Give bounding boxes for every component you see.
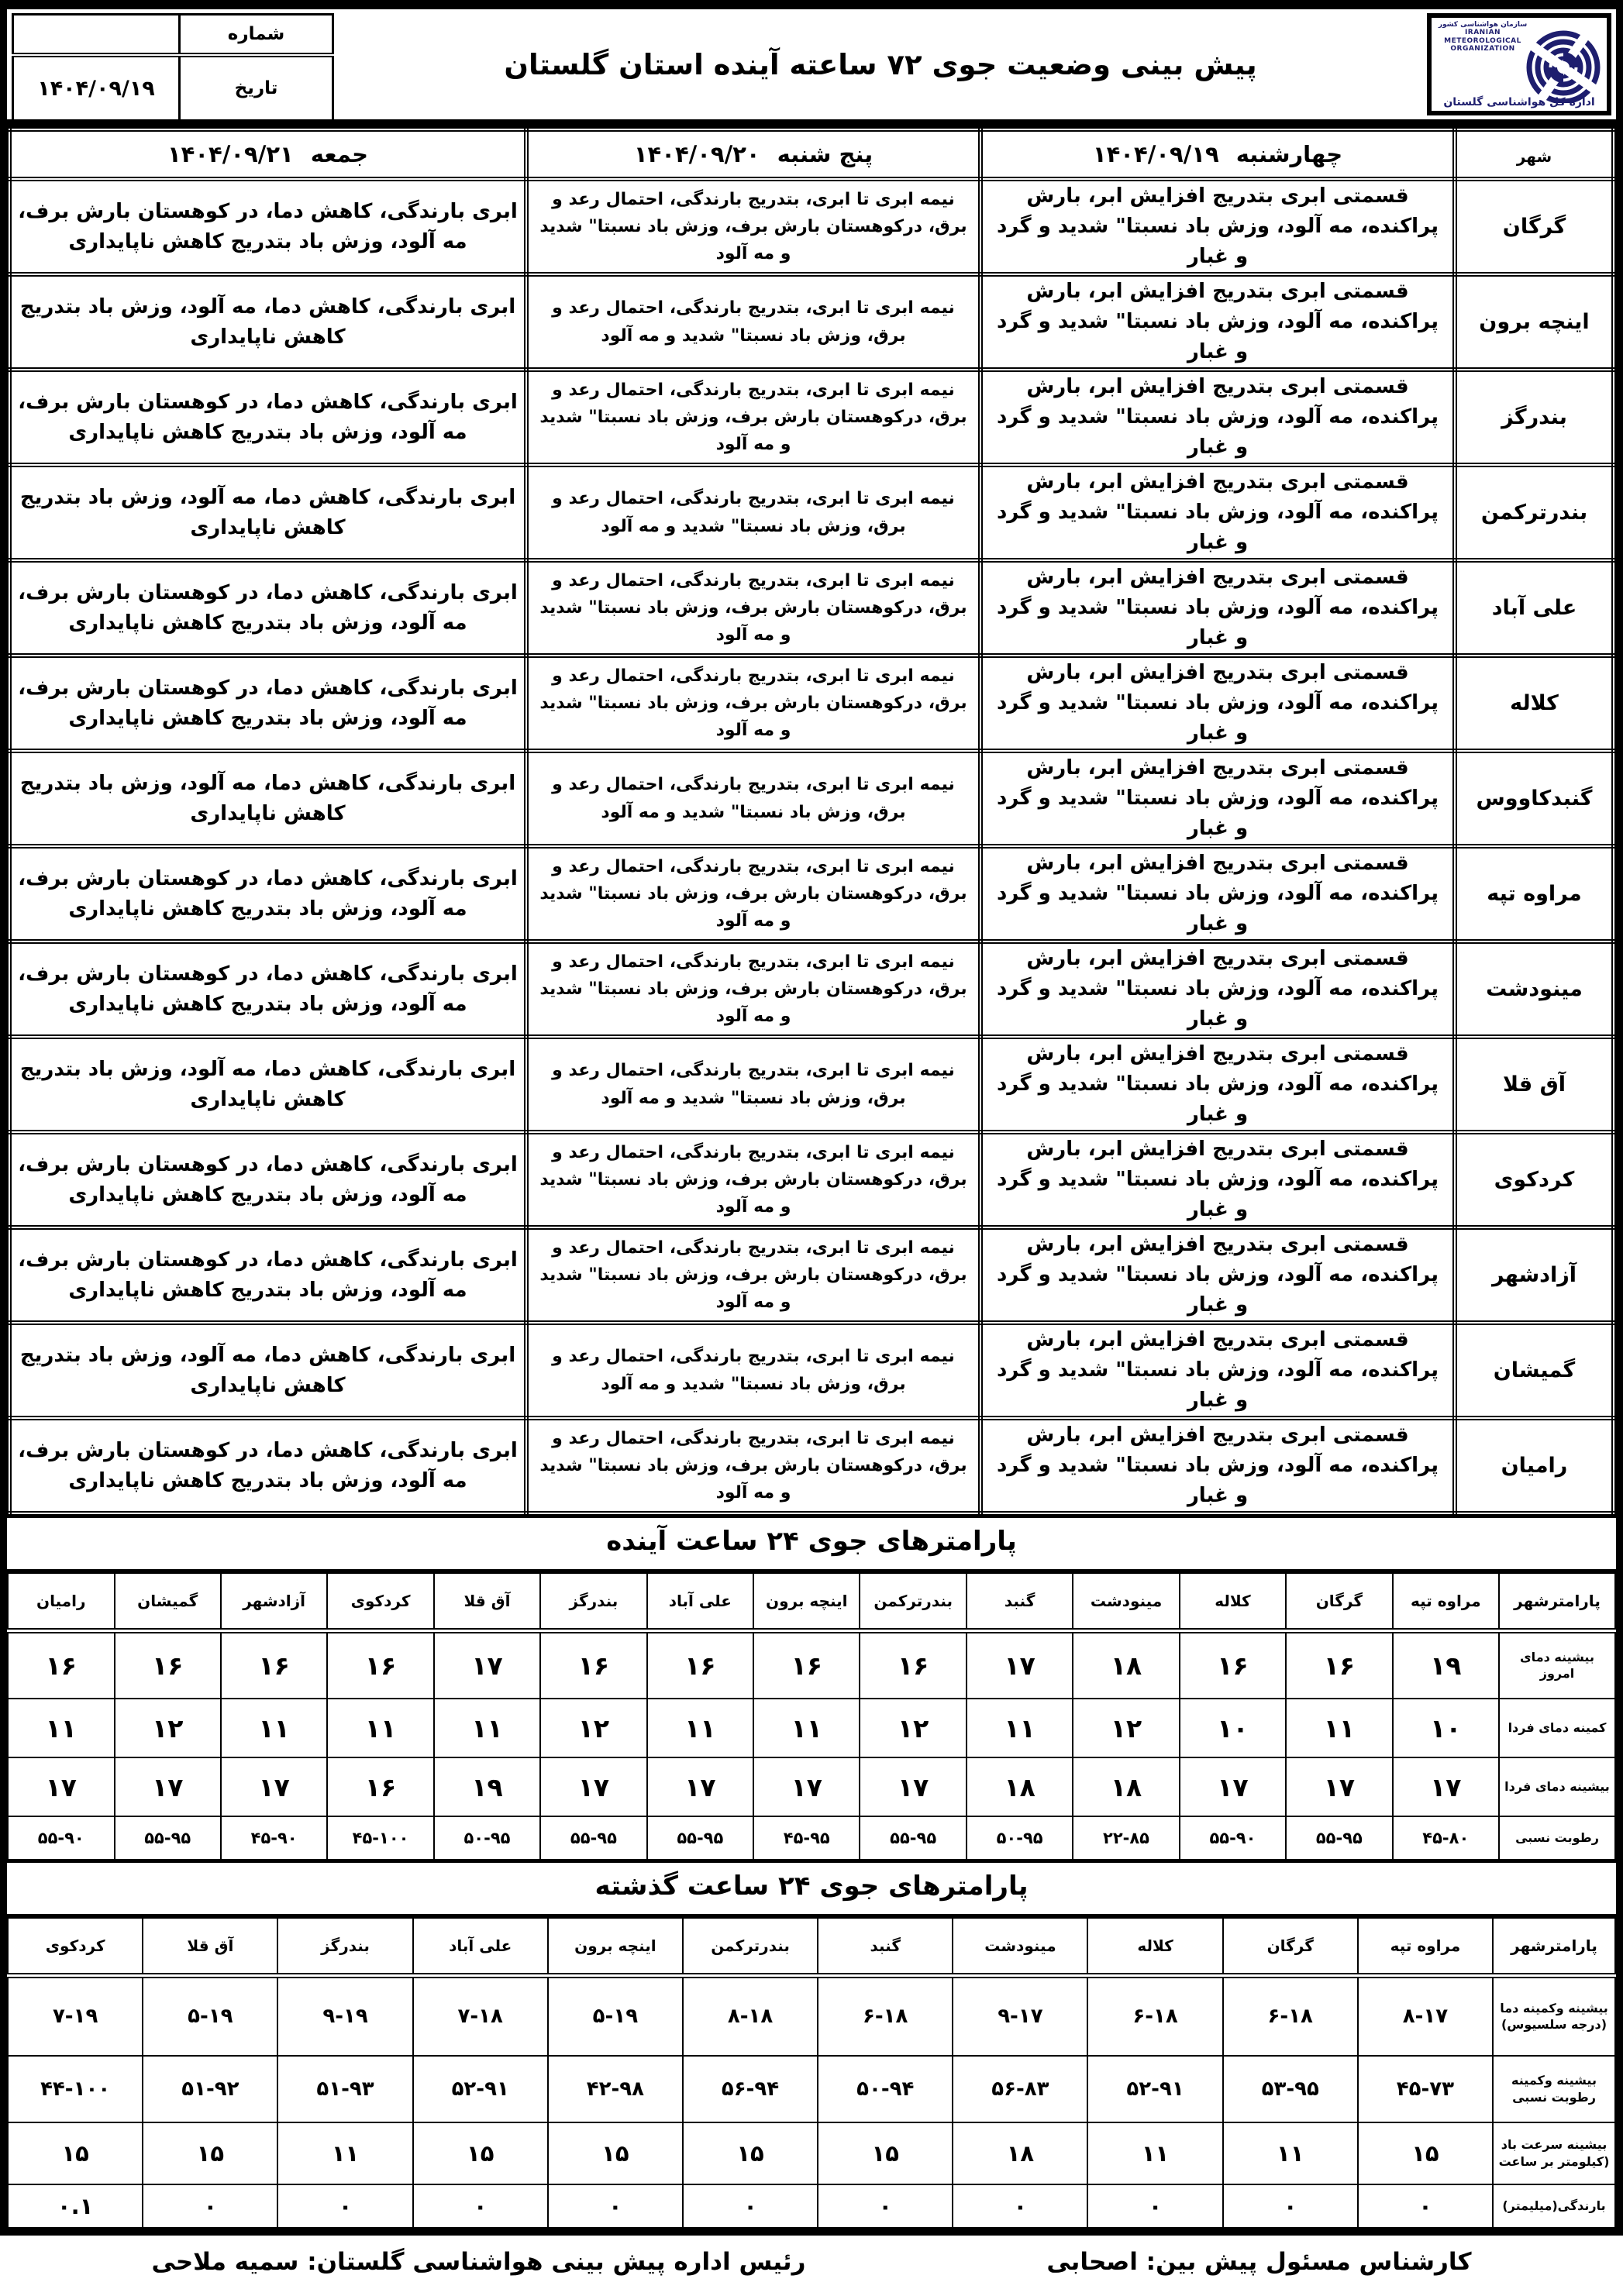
date-value: ۱۴۰۴/۰۹/۱۹ (13, 55, 180, 122)
params-value-cell: ۱۹ (434, 1757, 540, 1816)
forecaster-signature: کارشناس مسئول پیش بین: اصحابی (1046, 2248, 1472, 2276)
forecast-thursday-cell: نیمه ابری تا ابری، بتدریج بارندگی، احتمال رعد و برق، وزش باد نسبتا" شدید و مه آلود (526, 465, 980, 560)
params-value-cell: ۱۷ (647, 1757, 753, 1816)
params-value-cell: ۴۲-۹۸ (548, 2056, 683, 2122)
day-header-wednesday (980, 129, 1455, 179)
params-value-cell: ۱۸ (1073, 1630, 1179, 1699)
params-value-cell: ۴۴-۱۰۰ (8, 2056, 143, 2122)
params-city-header: بندرترکمن (683, 1918, 818, 1975)
params-city-header: بندرگز (277, 1918, 412, 1975)
params-value-cell: ۴۵-۹۰ (221, 1816, 327, 1860)
forecast-friday-cell: ابری بارندگی، کاهش دما، در کوهستان بارش برف، مه آلود، وزش باد بتدریج کاهش ناپایداری (9, 1227, 526, 1323)
params-value-cell: ۰ (1087, 2184, 1222, 2228)
forecast-thursday-cell: نیمه ابری تا ابری، بتدریج بارندگی، احتمال رعد و برق، درکوهستان بارش برف، وزش باد نسبتا" شدید و مه آلود (526, 846, 980, 941)
forecast-thursday-cell: نیمه ابری تا ابری، بتدریج بارندگی، احتمال رعد و برق، وزش باد نسبتا" شدید و مه آلود (526, 751, 980, 846)
params-value-cell: ۱۸ (953, 2122, 1087, 2184)
params-city-header: گمیشان (115, 1573, 221, 1630)
params-value-cell: ۱۰ (1180, 1699, 1286, 1757)
forecast-thursday-cell: نیمه ابری تا ابری، بتدریج بارندگی، احتمال رعد و برق، وزش باد نسبتا" شدید و مه آلود (526, 274, 980, 370)
params-value-cell: ۱۷ (540, 1757, 646, 1816)
params-value-cell: ۱۷ (1393, 1757, 1499, 1816)
params-value-cell: ۱۵ (413, 2122, 548, 2184)
forecast-row (9, 465, 1614, 560)
forecast-friday-cell: ابری بارندگی، کاهش دما، مه آلود، وزش باد بتدریج کاهش ناپایداری (9, 751, 526, 846)
day-name: چهارشنبه (1235, 141, 1343, 167)
forecast-wednesday-cell: قسمتی ابری بتدریج افزایش ابر، بارش پراکنده، مه آلود، وزش باد نسبتا" شدید و گرد و غبار (980, 179, 1455, 274)
forecast-wednesday-cell: قسمتی ابری بتدریج افزایش ابر، بارش پراکنده، مه آلود، وزش باد نسبتا" شدید و گرد و غبار (980, 1323, 1455, 1418)
params-row-label: بیشینه دمای امروز (1499, 1630, 1615, 1699)
params-city-header: گنبد (967, 1573, 1073, 1630)
params-value-cell: ۱۲ (1073, 1699, 1179, 1757)
past-params-table (7, 1917, 1616, 2229)
params-row (8, 2122, 1615, 2184)
forecast-wednesday-cell: قسمتی ابری بتدریج افزایش ابر، بارش پراکنده، مه آلود، وزش باد نسبتا" شدید و گرد و غبار (980, 465, 1455, 560)
forecast-friday-cell: ابری بارندگی، کاهش دما، در کوهستان بارش برف، مه آلود، وزش باد بتدریج کاهش ناپایداری (9, 370, 526, 465)
forecast-wednesday-cell: قسمتی ابری بتدریج افزایش ابر، بارش پراکنده، مه آلود، وزش باد نسبتا" شدید و گرد و غبار (980, 846, 1455, 941)
params-value-cell: ۵۰-۹۴ (818, 2056, 953, 2122)
params-city-header: گرگان (1286, 1573, 1392, 1630)
logo-org-name-fa: سازمان هواشناسی کشور (1438, 21, 1528, 29)
forecast-city-cell: گنبدکاووس (1455, 751, 1614, 846)
params-row (8, 1757, 1615, 1816)
header (7, 9, 1616, 127)
forecast-row (9, 274, 1614, 370)
forecast-table (7, 127, 1616, 1516)
params-value-cell: ۰ (1223, 2184, 1358, 2228)
params-value-cell: ۵۶-۹۴ (683, 2056, 818, 2122)
params-value-cell: ۱۸ (1073, 1757, 1179, 1816)
office-head-signature: رئیس اداره پیش بینی هواشناسی گلستان: سمیه ملاحی (151, 2248, 806, 2276)
params-value-cell: ۱۷ (115, 1757, 221, 1816)
params-value-cell: ۴۵-۱۰۰ (327, 1816, 433, 1860)
forecast-wednesday-cell: قسمتی ابری بتدریج افزایش ابر، بارش پراکنده، مه آلود، وزش باد نسبتا" شدید و گرد و غبار (980, 1227, 1455, 1323)
forecast-thursday-cell: نیمه ابری تا ابری، بتدریج بارندگی، احتمال رعد و برق، درکوهستان بارش برف، وزش باد نسبتا" شدید و مه آلود (526, 656, 980, 751)
params-value-cell: ۱۵ (548, 2122, 683, 2184)
params-city-header: کردکوی (327, 1573, 433, 1630)
forecast-wednesday-cell: قسمتی ابری بتدریج افزایش ابر، بارش پراکنده، مه آلود، وزش باد نسبتا" شدید و گرد و غبار (980, 941, 1455, 1037)
params-value-cell: ۰ (143, 2184, 277, 2228)
params-value-cell: ۱۱ (221, 1699, 327, 1757)
forecast-friday-cell: ابری بارندگی، کاهش دما، در کوهستان بارش برف، مه آلود، وزش باد بتدریج کاهش ناپایداری (9, 560, 526, 656)
params-value-cell: ۵۶-۸۳ (953, 2056, 1087, 2122)
forecast-wednesday-cell: قسمتی ابری بتدریج افزایش ابر، بارش پراکنده، مه آلود، وزش باد نسبتا" شدید و گرد و غبار (980, 656, 1455, 751)
params-value-cell: ۷-۱۹ (8, 1975, 143, 2056)
params-value-cell: ۰.۱ (8, 2184, 143, 2228)
forecast-friday-cell: ابری بارندگی، کاهش دما، در کوهستان بارش برف، مه آلود، وزش باد بتدریج کاهش ناپایداری (9, 656, 526, 751)
params-city-header: بندرگز (540, 1573, 646, 1630)
day-name: پنج شنبه (777, 141, 874, 167)
date-label: تاریخ (180, 55, 333, 122)
params-value-cell: ۵۱-۹۲ (143, 2056, 277, 2122)
params-row-label: بیشینه وکمینه دما (درجه سلسیوس) (1493, 1975, 1615, 2056)
forecast-city-cell: رامیان (1455, 1418, 1614, 1513)
params-row (8, 2184, 1615, 2228)
params-value-cell: ۱۶ (1286, 1630, 1392, 1699)
forecast-thursday-cell: نیمه ابری تا ابری، بتدریج بارندگی، احتمال رعد و برق، درکوهستان بارش برف، وزش باد نسبتا" شدید و مه آلود (526, 941, 980, 1037)
params-city-header: کلاله (1087, 1918, 1222, 1975)
params-city-header: علی آباد (413, 1918, 548, 1975)
forecast-city-cell: کردکوی (1455, 1132, 1614, 1227)
forecast-city-cell: مینودشت (1455, 941, 1614, 1037)
forecast-row (9, 1418, 1614, 1513)
forecast-friday-cell: ابری بارندگی، کاهش دما، در کوهستان بارش برف، مه آلود، وزش باد بتدریج کاهش ناپایداری (9, 1418, 526, 1513)
params-row (8, 1975, 1615, 2056)
params-value-cell: ۵۵-۹۰ (8, 1816, 115, 1860)
params-value-cell: ۵۲-۹۱ (413, 2056, 548, 2122)
params-city-header: گنبد (818, 1918, 953, 1975)
params-value-cell: ۱۶ (8, 1630, 115, 1699)
meta-table (12, 13, 334, 122)
forecast-city-cell: بندرترکمن (1455, 465, 1614, 560)
params-value-cell: ۱۶ (860, 1630, 966, 1699)
params-row (8, 1630, 1615, 1699)
day-date: ۱۴۰۴/۰۹/۱۹ (1092, 141, 1219, 167)
params-value-cell: ۵۱-۹۳ (277, 2056, 412, 2122)
forecast-city-cell: آق قلا (1455, 1037, 1614, 1132)
params-value-cell: ۵-۱۹ (143, 1975, 277, 2056)
forecast-wednesday-cell: قسمتی ابری بتدریج افزایش ابر، بارش پراکنده، مه آلود، وزش باد نسبتا" شدید و گرد و غبار (980, 274, 1455, 370)
forecast-thursday-cell: نیمه ابری تا ابری، بتدریج بارندگی، احتمال رعد و برق، درکوهستان بارش برف، وزش باد نسبتا" شدید و مه آلود (526, 1227, 980, 1323)
forecast-row (9, 179, 1614, 274)
forecast-friday-cell: ابری بارندگی، کاهش دما، مه آلود، وزش باد بتدریج کاهش ناپایداری (9, 465, 526, 560)
params-city-header: کلاله (1180, 1573, 1286, 1630)
day-header-friday (9, 129, 526, 179)
params-value-cell: ۶-۱۸ (818, 1975, 953, 2056)
params-corner-header: پارامترشهر (1499, 1573, 1615, 1630)
forecast-thursday-cell: نیمه ابری تا ابری، بتدریج بارندگی، احتمال رعد و برق، وزش باد نسبتا" شدید و مه آلود (526, 1037, 980, 1132)
forecast-city-cell: گرگان (1455, 179, 1614, 274)
params-city-header: گرگان (1223, 1918, 1358, 1975)
forecast-wednesday-cell: قسمتی ابری بتدریج افزایش ابر، بارش پراکنده، مه آلود، وزش باد نسبتا" شدید و گرد و غبار (980, 751, 1455, 846)
params-value-cell: ۱۱ (434, 1699, 540, 1757)
city-column-header: شهر (1455, 129, 1614, 179)
forecast-city-cell: آزادشهر (1455, 1227, 1614, 1323)
logo-org-name-en-line2: METEOROLOGICAL (1444, 36, 1521, 45)
params-value-cell: ۵۵-۹۵ (540, 1816, 646, 1860)
params-value-cell: ۷-۱۸ (413, 1975, 548, 2056)
forecast-friday-cell: ابری بارندگی، کاهش دما، مه آلود، وزش باد بتدریج کاهش ناپایداری (9, 1323, 526, 1418)
params-value-cell: ۶-۱۸ (1223, 1975, 1358, 2056)
params-value-cell: ۰ (413, 2184, 548, 2228)
params-value-cell: ۰ (548, 2184, 683, 2228)
params-value-cell: ۱۶ (327, 1757, 433, 1816)
params-value-cell: ۱۱ (647, 1699, 753, 1757)
day-name: جمعه (310, 141, 369, 167)
params-value-cell: ۵۳-۹۵ (1223, 2056, 1358, 2122)
params-value-cell: ۱۱ (1087, 2122, 1222, 2184)
params-city-header: رامیان (8, 1573, 115, 1630)
params-value-cell: ۱۰ (1393, 1699, 1499, 1757)
params-value-cell: ۱۷ (753, 1757, 860, 1816)
params-value-cell: ۵-۱۹ (548, 1975, 683, 2056)
params-value-cell: ۵۵-۹۰ (1180, 1816, 1286, 1860)
forecast-row (9, 560, 1614, 656)
params-city-header: اینچه برون (548, 1918, 683, 1975)
params-value-cell: ۱۱ (8, 1699, 115, 1757)
params-corner-header: پارامترشهر (1493, 1918, 1615, 1975)
params-value-cell: ۱۷ (1286, 1757, 1392, 1816)
day-date: ۱۴۰۴/۰۹/۲۱ (167, 141, 294, 167)
day-date: ۱۴۰۴/۰۹/۲۰ (633, 141, 760, 167)
params-value-cell: ۰ (277, 2184, 412, 2228)
params-value-cell: ۴۵-۹۵ (753, 1816, 860, 1860)
params-value-cell: ۱۲ (860, 1699, 966, 1757)
forecast-city-cell: اینچه برون (1455, 274, 1614, 370)
params-city-header: مینودشت (1073, 1573, 1179, 1630)
params-value-cell: ۶-۱۸ (1087, 1975, 1222, 2056)
params-value-cell: ۴۵-۷۳ (1358, 2056, 1493, 2122)
params-city-header: آق قلا (143, 1918, 277, 1975)
footer (0, 2236, 1623, 2296)
logo-office-name: اداره کل هواشناسی گلستان (1443, 96, 1595, 108)
params-row-label: بیشینه سرعت باد (کیلومتر بر ساعت (1493, 2122, 1615, 2184)
params-header-row (8, 1918, 1615, 1975)
forecast-friday-cell: ابری بارندگی، کاهش دما، در کوهستان بارش برف، مه آلود، وزش باد بتدریج کاهش ناپایداری (9, 1132, 526, 1227)
params-city-header: مراوه تپه (1393, 1573, 1499, 1630)
params-row-label: بیشینه وکمینه رطوبت نسبی (1493, 2056, 1615, 2122)
params-city-header: بندرترکمن (860, 1573, 966, 1630)
params-value-cell: ۱۹ (1393, 1630, 1499, 1699)
params-value-cell: ۱۶ (221, 1630, 327, 1699)
logo-org-name-en-line1: IRANIAN (1464, 29, 1501, 37)
forecast-wednesday-cell: قسمتی ابری بتدریج افزایش ابر، بارش پراکنده، مه آلود، وزش باد نسبتا" شدید و گرد و غبار (980, 1418, 1455, 1513)
forecast-friday-cell: ابری بارندگی، کاهش دما، مه آلود، وزش باد بتدریج کاهش ناپایداری (9, 274, 526, 370)
params-row-label: بارندگی(میلیمتر) (1493, 2184, 1615, 2228)
number-label: شماره (180, 15, 333, 55)
params-city-header: آزادشهر (221, 1573, 327, 1630)
params-value-cell: ۵۰-۹۵ (967, 1816, 1073, 1860)
forecast-friday-cell: ابری بارندگی، کاهش دما، در کوهستان بارش برف، مه آلود، وزش باد بتدریج کاهش ناپایداری (9, 179, 526, 274)
params-value-cell: ۰ (683, 2184, 818, 2228)
forecast-wednesday-cell: قسمتی ابری بتدریج افزایش ابر، بارش پراکنده، مه آلود، وزش باد نسبتا" شدید و گرد و غبار (980, 1132, 1455, 1227)
params-value-cell: ۱۵ (1358, 2122, 1493, 2184)
forecast-row (9, 941, 1614, 1037)
params-value-cell: ۱۷ (434, 1630, 540, 1699)
params-value-cell: ۱۷ (860, 1757, 966, 1816)
forecast-row (9, 846, 1614, 941)
forecast-row (9, 1132, 1614, 1227)
params-value-cell: ۱۶ (1180, 1630, 1286, 1699)
future-params-table (7, 1572, 1616, 1861)
params-value-cell: ۱۷ (967, 1630, 1073, 1699)
past-params-title: پارامترهای جوی ۲۴ ساعت گذشته (7, 1861, 1616, 1917)
params-value-cell: ۱۵ (818, 2122, 953, 2184)
params-city-header: اینچه برون (753, 1573, 860, 1630)
params-row-label: بیشینه دمای فردا (1499, 1757, 1615, 1816)
params-value-cell: ۱۱ (327, 1699, 433, 1757)
forecast-row (9, 1037, 1614, 1132)
forecast-row (9, 751, 1614, 846)
params-value-cell: ۸-۱۷ (1358, 1975, 1493, 2056)
logo-text-block (1436, 21, 1529, 53)
params-value-cell: ۰ (818, 2184, 953, 2228)
params-header-row (8, 1573, 1615, 1630)
number-value (13, 15, 180, 55)
params-value-cell: ۱۲ (540, 1699, 646, 1757)
forecast-row (9, 1227, 1614, 1323)
forecast-city-cell: علی آباد (1455, 560, 1614, 656)
params-value-cell: ۵۵-۹۵ (647, 1816, 753, 1860)
params-value-cell: ۱۶ (115, 1630, 221, 1699)
day-header-thursday (526, 129, 980, 179)
params-value-cell: ۱۱ (967, 1699, 1073, 1757)
forecast-row (9, 1323, 1614, 1418)
params-value-cell: ۴۵-۸۰ (1393, 1816, 1499, 1860)
params-value-cell: ۱۲ (115, 1699, 221, 1757)
forecast-row (9, 656, 1614, 751)
params-value-cell: ۱۶ (540, 1630, 646, 1699)
forecast-wednesday-cell: قسمتی ابری بتدریج افزایش ابر، بارش پراکنده، مه آلود، وزش باد نسبتا" شدید و گرد و غبار (980, 560, 1455, 656)
page-title: پیش بینی وضعیت جوی ۷۲ ساعته آینده استان گلستان (504, 47, 1257, 81)
params-value-cell: ۱۱ (753, 1699, 860, 1757)
forecast-friday-cell: ابری بارندگی، کاهش دما، در کوهستان بارش برف، مه آلود، وزش باد بتدریج کاهش ناپایداری (9, 846, 526, 941)
forecast-city-cell: مراوه تپه (1455, 846, 1614, 941)
forecast-friday-cell: ابری بارندگی، کاهش دما، مه آلود، وزش باد بتدریج کاهش ناپایداری (9, 1037, 526, 1132)
org-logo (1427, 13, 1611, 115)
params-value-cell: ۵۵-۹۵ (860, 1816, 966, 1860)
params-value-cell: ۹-۱۷ (953, 1975, 1087, 2056)
params-city-header: کردکوی (8, 1918, 143, 1975)
params-value-cell: ۲۲-۸۵ (1073, 1816, 1179, 1860)
forecast-thursday-cell: نیمه ابری تا ابری، بتدریج بارندگی، احتمال رعد و برق، درکوهستان بارش برف، وزش باد نسبتا" شدید و مه آلود (526, 1418, 980, 1513)
meta-number-row (13, 15, 333, 55)
forecast-friday-cell: ابری بارندگی، کاهش دما، در کوهستان بارش برف، مه آلود، وزش باد بتدریج کاهش ناپایداری (9, 941, 526, 1037)
params-value-cell: ۱۷ (1180, 1757, 1286, 1816)
params-value-cell: ۵۰-۹۵ (434, 1816, 540, 1860)
params-city-header: مراوه تپه (1358, 1918, 1493, 1975)
future-params-title: پارامترهای جوی ۲۴ ساعت آینده (7, 1516, 1616, 1572)
forecast-city-cell: بندرگز (1455, 370, 1614, 465)
forecast-city-cell: کلاله (1455, 656, 1614, 751)
params-city-header: علی آباد (647, 1573, 753, 1630)
logo-org-name-en-line3: ORGANIZATION (1450, 45, 1515, 53)
params-row (8, 1816, 1615, 1860)
params-value-cell: ۱۱ (1223, 2122, 1358, 2184)
params-row (8, 1699, 1615, 1757)
params-value-cell: ۱۶ (647, 1630, 753, 1699)
forecast-thursday-cell: نیمه ابری تا ابری، بتدریج بارندگی، احتمال رعد و برق، درکوهستان بارش برف، وزش باد نسبتا" شدید و مه آلود (526, 179, 980, 274)
params-value-cell: ۸-۱۸ (683, 1975, 818, 2056)
forecast-header-row (9, 129, 1614, 179)
params-value-cell: ۰ (953, 2184, 1087, 2228)
params-value-cell: ۹-۱۹ (277, 1975, 412, 2056)
params-value-cell: ۱۵ (143, 2122, 277, 2184)
forecast-city-cell: گمیشان (1455, 1323, 1614, 1418)
params-value-cell: ۱۶ (327, 1630, 433, 1699)
forecast-thursday-cell: نیمه ابری تا ابری، بتدریج بارندگی، احتمال رعد و برق، درکوهستان بارش برف، وزش باد نسبتا" شدید و مه آلود (526, 1132, 980, 1227)
params-row (8, 2056, 1615, 2122)
params-value-cell: ۱۱ (277, 2122, 412, 2184)
params-value-cell: ۵۲-۹۱ (1087, 2056, 1222, 2122)
params-city-header: آق قلا (434, 1573, 540, 1630)
params-value-cell: ۵۵-۹۵ (115, 1816, 221, 1860)
forecast-wednesday-cell: قسمتی ابری بتدریج افزایش ابر، بارش پراکنده، مه آلود، وزش باد نسبتا" شدید و گرد و غبار (980, 1037, 1455, 1132)
params-row-label: رطوبت نسبی (1499, 1816, 1615, 1860)
params-value-cell: ۱۷ (221, 1757, 327, 1816)
params-value-cell: ۱۵ (8, 2122, 143, 2184)
params-city-header: مینودشت (953, 1918, 1087, 1975)
params-value-cell: ۵۵-۹۵ (1286, 1816, 1392, 1860)
params-value-cell: ۱۸ (967, 1757, 1073, 1816)
params-value-cell: ۰ (1358, 2184, 1493, 2228)
meta-date-row (13, 55, 333, 122)
params-value-cell: ۱۶ (753, 1630, 860, 1699)
forecast-wednesday-cell: قسمتی ابری بتدریج افزایش ابر، بارش پراکنده، مه آلود، وزش باد نسبتا" شدید و گرد و غبار (980, 370, 1455, 465)
forecast-thursday-cell: نیمه ابری تا ابری، بتدریج بارندگی، احتمال رعد و برق، درکوهستان بارش برف، وزش باد نسبتا" شدید و مه آلود (526, 560, 980, 656)
params-row-label: کمینه دمای فردا (1499, 1699, 1615, 1757)
params-value-cell: ۱۱ (1286, 1699, 1392, 1757)
params-value-cell: ۱۷ (8, 1757, 115, 1816)
forecast-row (9, 370, 1614, 465)
params-value-cell: ۱۵ (683, 2122, 818, 2184)
forecast-thursday-cell: نیمه ابری تا ابری، بتدریج بارندگی، احتمال رعد و برق، درکوهستان بارش برف، وزش باد نسبتا" شدید و مه آلود (526, 370, 980, 465)
forecast-thursday-cell: نیمه ابری تا ابری، بتدریج بارندگی، احتمال رعد و برق، وزش باد نسبتا" شدید و مه آلود (526, 1323, 980, 1418)
